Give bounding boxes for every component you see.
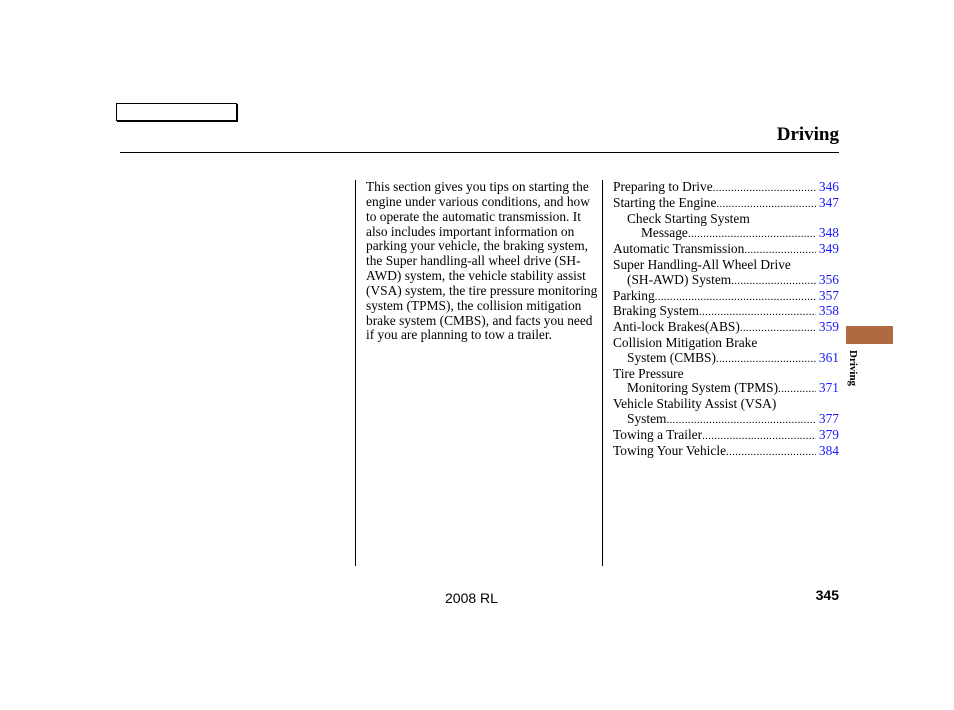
toc-page-link[interactable]: 347 [818,194,839,210]
column-divider-right [602,180,603,566]
toc-entry-cmbs-line1: Collision Mitigation Brake [613,334,758,350]
toc-entry-braking[interactable]: Braking System ..... 358 [613,304,839,320]
section-tab[interactable] [846,326,893,344]
toc-entry-automatic[interactable]: Automatic Transmission ..... 349 [613,242,839,258]
toc-page-link[interactable]: 358 [818,303,839,319]
header-rule [120,152,839,153]
toc-entry-check-starting-line1: Check Starting System [627,210,750,226]
toc-entry-towing-vehicle[interactable]: Towing Your Vehicle ..... 384 [613,444,839,460]
column-divider-left [355,180,356,566]
toc-page-link[interactable]: 377 [818,410,839,426]
toc-entry-towing-trailer[interactable]: Towing a Trailer ..... 379 [613,428,839,444]
toc-entry-preparing[interactable]: Preparing to Drive ..... 346 [613,180,839,196]
toc-entry-tpms[interactable]: Monitoring System (TPMS) ..... 371 [613,381,839,397]
table-of-contents [613,180,839,459]
nav-button-box[interactable] [116,103,237,121]
toc-entry-abs[interactable]: Anti-lock Brakes(ABS) ..... 359 [613,320,839,336]
toc-entry-starting[interactable]: Starting the Engine ..... 347 [613,196,839,212]
toc-page-link[interactable]: 348 [818,225,839,241]
intro-paragraph: This section gives you tips on starting the engine under various conditions, and how to operate the automatic transmission. It also includes important information on parking your vehicle, the braking system, the Super handling-all wheel drive (SH-AWD) system, the vehicle stability assist (VSA) system, the tire pressure monitoring system (TPMS), the collision mitigation brake system (CMBS), and facts you need if you are planning to tow a trailer. [366,179,598,343]
footer-model: 2008 RL [445,590,498,606]
toc-entry-vsa-line1: Vehicle Stability Assist (VSA) [613,396,777,412]
toc-page-link[interactable]: 357 [818,287,839,303]
toc-page-link[interactable]: 361 [818,349,839,365]
toc-page-link[interactable]: 359 [818,319,839,335]
toc-entry-shawd[interactable]: (SH-AWD) System ..... 356 [613,273,839,289]
toc-page-link[interactable]: 356 [818,271,839,287]
page-title: Driving [776,124,839,145]
toc-entry-tpms-line1: Tire Pressure [613,365,684,381]
toc-entry-check-starting[interactable]: Message ..... 348 [613,226,839,242]
toc-entry-vsa[interactable]: System ..... 377 [613,412,839,428]
toc-entry-shawd-line1: Super Handling-All Wheel Drive [613,256,791,272]
toc-page-link[interactable]: 379 [818,426,839,442]
toc-page-link[interactable]: 346 [818,179,839,194]
page-number: 345 [815,587,839,603]
toc-page-link[interactable]: 384 [818,442,839,458]
side-tab-label: Driving [847,350,859,387]
toc-entry-parking[interactable]: Parking ..... 357 [613,289,839,305]
toc-page-link[interactable]: 349 [818,241,839,257]
toc-entry-cmbs[interactable]: System (CMBS) ..... 361 [613,351,839,367]
toc-page-link[interactable]: 371 [818,380,839,396]
